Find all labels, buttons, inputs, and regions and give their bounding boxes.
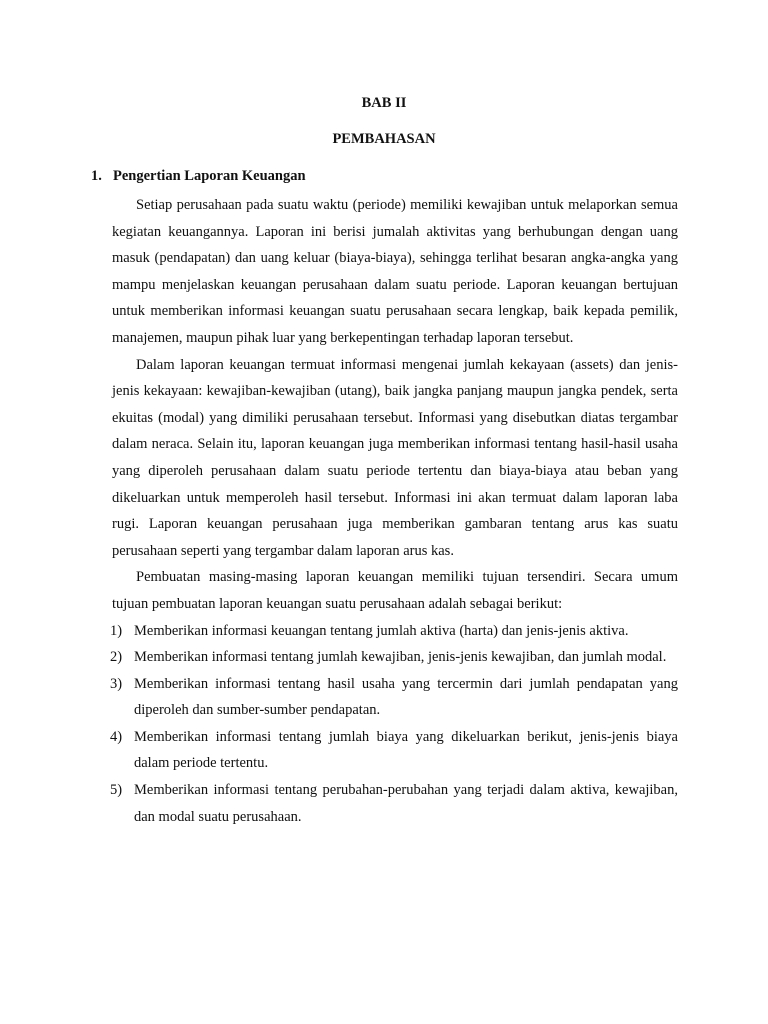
- list-item-text: Memberikan informasi tentang hasil usaha yang tercermin dari jumlah pendapatan yang diperoleh dan sumber-sumber pendapatan.: [134, 675, 678, 719]
- list-marker: 1): [110, 622, 123, 639]
- objectives-list: [112, 618, 678, 831]
- list-item-text: Memberikan informasi tentang jumlah kewajiban, jenis-jenis kewajiban, dan jumlah modal.: [134, 649, 667, 666]
- paragraph: Dalam laporan keuangan termuat informasi mengenai jumlah kekayaan (assets) dan jenis-jenis kekayaan: kewajiban-kewajiban (utang), baik jangka panjang maupun jangka pendek, serta ekuitas (modal) yang dimiliki perusahaan tersebut. Informasi yang disebutkan diatas tergambar dalam neraca. Selain itu, laporan keuangan juga memberikan informasi tentang hasil-hasil usaha yang diperoleh perusahaan dalam suatu periode tertentu dan biaya-biaya atau beban yang dikeluarkan untuk memperoleh hasil tersebut. Informasi ini akan termuat dalam laporan laba rugi. Laporan keuangan perusahaan juga memberikan gambaran tentang arus kas suatu perusahaan seperti yang tergambar dalam laporan arus kas.: [112, 356, 678, 559]
- list-item-text: Memberikan informasi tentang jumlah biaya yang dikeluarkan berikut, jenis-jenis biaya dalam periode tertentu.: [134, 728, 678, 772]
- paragraph: Pembuatan masing-masing laporan keuangan memiliki tujuan tersendiri. Secara umum tujuan pembuatan laporan keuangan suatu perusahaan adalah sebagai berikut:: [112, 569, 678, 612]
- list-item: [112, 671, 678, 724]
- list-item: [112, 724, 678, 777]
- list-item: [112, 644, 678, 671]
- section-number: 1.: [91, 168, 102, 184]
- list-marker: 4): [110, 728, 123, 745]
- list-marker: 2): [110, 649, 123, 666]
- section-title: Pengertian Laporan Keuangan: [113, 168, 306, 184]
- list-item-text: Memberikan informasi tentang perubahan-perubahan yang terjadi dalam aktiva, kewajiban, dan modal suatu perusahaan.: [134, 782, 678, 825]
- list-item: [112, 618, 678, 645]
- list-item: [112, 777, 678, 830]
- chapter-title: BAB II: [361, 95, 407, 111]
- body-text: [112, 192, 678, 830]
- section-heading: [91, 167, 306, 185]
- paragraph: Setiap perusahaan pada suatu waktu (periode) memiliki kewajiban untuk melaporkan semua kegiatan keuangannya. Laporan ini berisi jumalah aktivitas yang berhubungan dengan uang masuk (pendapatan) dan uang keluar (biaya-biaya), sehingga terlihat besaran angka-angka yang mampu menjelaskan keuangan perusahaan dalam suatu periode. Laporan keuangan bertujuan untuk memberikan informasi keuangan suatu perusahaan secara lengkap, baik kepada pemilik, manajemen, maupun pihak luar yang berkepentingan terhadap laporan tersebut.: [112, 197, 678, 346]
- chapter-subtitle: PEMBAHASAN: [332, 131, 436, 147]
- list-marker: 3): [110, 675, 123, 692]
- list-marker: 5): [110, 782, 123, 799]
- list-item-text: Memberikan informasi keuangan tentang jumlah aktiva (harta) dan jenis-jenis aktiva.: [134, 622, 629, 639]
